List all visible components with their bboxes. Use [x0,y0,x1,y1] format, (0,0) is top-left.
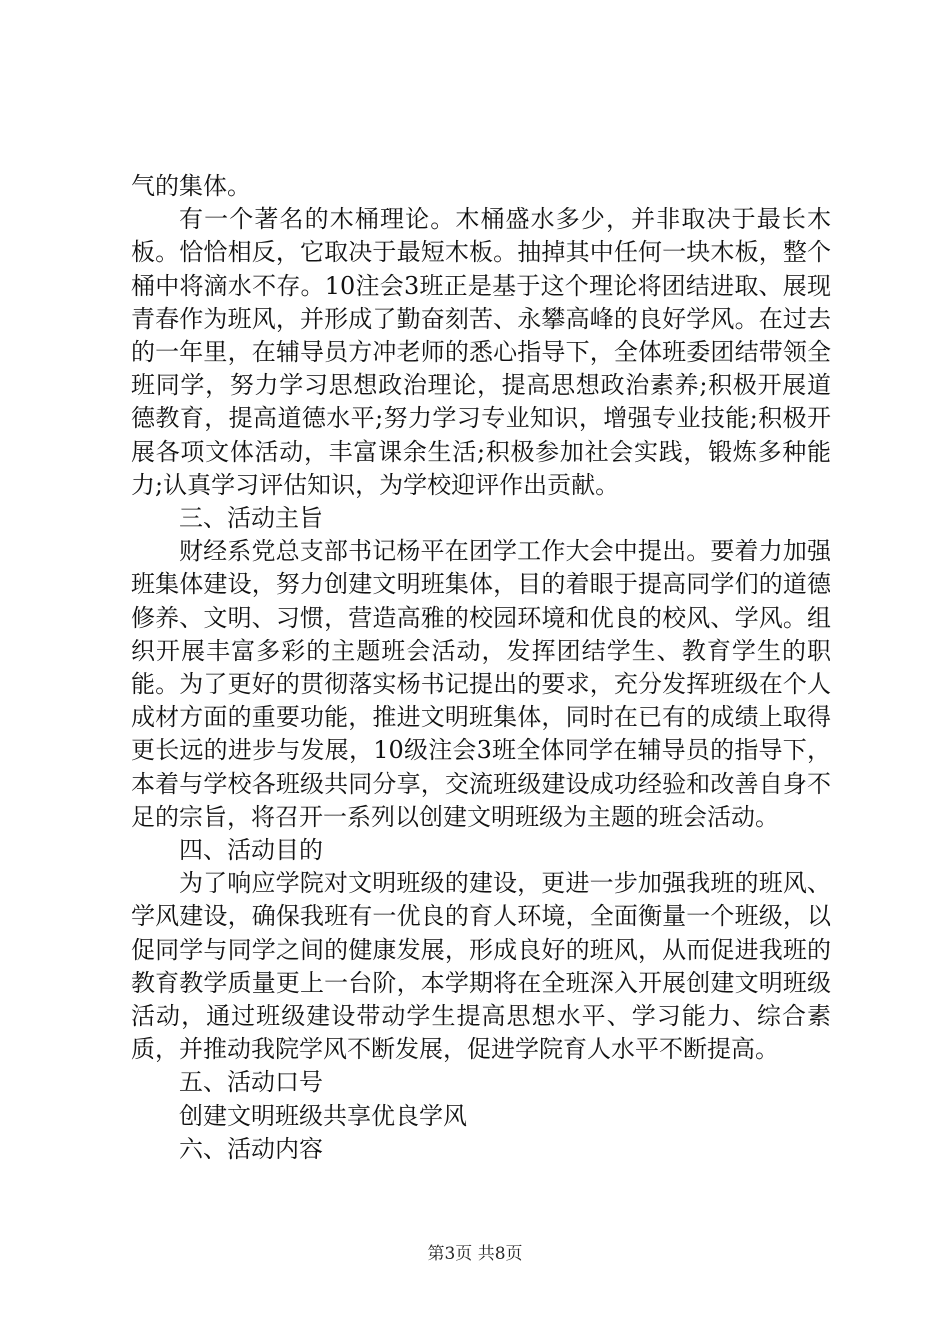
paragraph-activity-theme: 财经系党总支部书记杨平在团学工作大会中提出。要着力加强班集体建设，努力创建文明班集体，目的着眼于提高同学们的道德修养、文明、习惯，营造高雅的校园环境和优良的校风、学风。组织开展丰富多彩的主题班会活动，发挥团结学生、教育学生的职能。为了更好的贯彻落实杨书记提出的要求，充分发挥班级在个人成材方面的重要功能，推进文明班集体，同时在已有的成绩上取得更长远的进步与发展，10级注会3班全体同学在辅导员的指导下，本着与学校各班级共同分享，交流班级建设成功经验和改善自身不足的宗旨，将召开一系列以创建文明班级为主题的班会活动。 [131,537,831,831]
section-heading-activity-slogan: 五、活动口号 [179,1068,323,1097]
section-heading-activity-content: 六、活动内容 [179,1134,323,1163]
paragraph-activity-slogan: 创建文明班级共享优良学风 [179,1101,467,1130]
document-body [131,170,831,1166]
paragraph-bucket-theory: 有一个著名的木桶理论。木桶盛水多少，并非取决于最长木板。恰恰相反，它取决于最短木板。抽掉其中任何一块木板，整个桶中将滴水不存。10注会3班正是基于这个理论将团结进取、展现青春作为班风，并形成了勤奋刻苦、永攀高峰的良好学风。在过去的一年里，在辅导员方冲老师的悉心指导下，全体班委团结带领全班同学，努力学习思想政治理论，提高思想政治素养;积极开展道德教育，提高道德水平;努力学习专业知识，增强专业技能;积极开展各项文体活动，丰富课余生活;积极参加社会实践，锻炼多种能力;认真学习评估知识，为学校迎评作出贡献。 [131,205,831,499]
paragraph-activity-purpose: 为了响应学院对文明班级的建设，更进一步加强我班的班风、学风建设，确保我班有一优良的育人环境，全面衡量一个班级，以促同学与同学之间的健康发展，形成良好的班风，从而促进我班的教育教学质量更上一台阶，本学期将在全班深入开展创建文明班级活动，通过班级建设带动学生提高思想水平、学习能力、综合素质，并推动我院学风不断发展，促进学院育人水平不断提高。 [131,869,831,1064]
section-heading-activity-theme: 三、活动主旨 [179,504,323,533]
page-number-footer: 第3页 共8页 [427,1244,523,1264]
paragraph-continuation: 气的集体。 [131,172,251,200]
section-heading-activity-purpose: 四、活动目的 [179,836,323,865]
